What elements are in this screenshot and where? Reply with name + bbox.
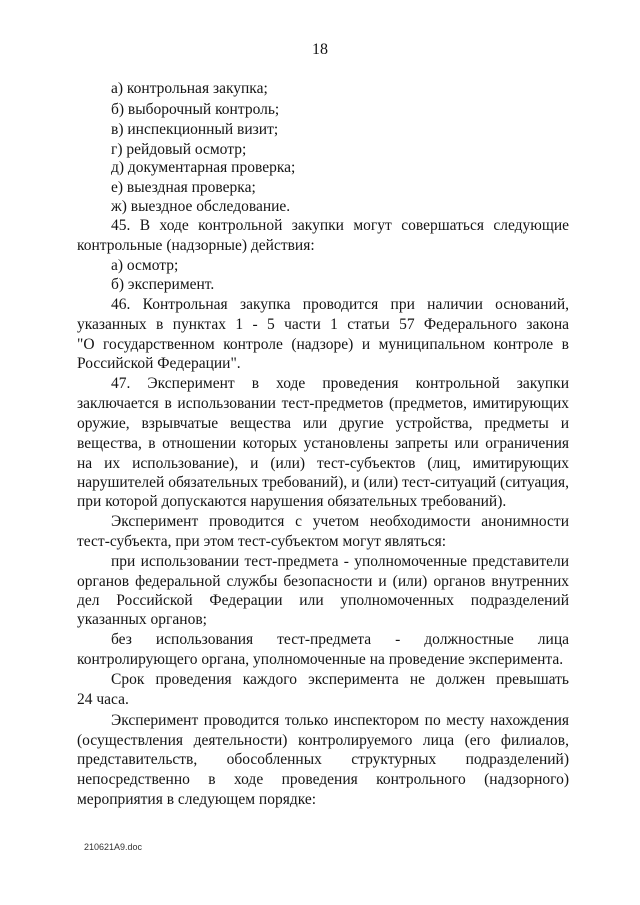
list-item: г) рейдовый осмотр; [111, 141, 247, 158]
paragraph-47-line: оружие, взрывчатые вещества или другие устройства, предметы и [77, 415, 569, 432]
paragraph-46-line: указанных в пунктах 1 - 5 части 1 статьи 57 Федерального закона [77, 316, 569, 333]
paragraph-47-line: вещества, в отношении которых установлены запреты или ограничения [77, 435, 569, 452]
list-item: д) документарная проверка; [111, 159, 296, 176]
paragraph-46-line: 46. Контрольная закупка проводится при наличии оснований, [111, 296, 569, 313]
paragraph-line: представительств, обособленных структурных подразделений) [77, 751, 569, 768]
paragraph-47-line: 47. Эксперимент в ходе проведения контрольной закупки [111, 375, 569, 392]
paragraph-line: Срок проведения каждого эксперимента не должен превышать [111, 671, 569, 688]
list-item: б) выборочный контроль; [111, 101, 280, 118]
paragraph-46-line: Российской Федерации". [77, 355, 241, 372]
list-item: а) осмотр; [111, 257, 179, 274]
paragraph-line: (осуществления деятельности) контролируемого лица (его филиалов, [77, 732, 569, 749]
paragraph-line: Эксперимент проводится только инспектором по месту нахождения [111, 712, 569, 729]
paragraph-46-line: "О государственном контроле (надзоре) и муниципальном контроле в [77, 336, 569, 353]
paragraph-45-line: контрольные (надзорные) действия: [77, 237, 315, 254]
document-filename: 210621A9.doc [84, 842, 143, 852]
paragraph-47-line: нарушителей обязательных требований), и (или) тест-ситуаций (ситуация, [77, 474, 569, 491]
list-item: е) выездная проверка; [111, 179, 256, 196]
paragraph-line: органов федеральной службы безопасности и (или) органов внутренних [77, 573, 569, 590]
list-item: а) контрольная закупка; [111, 80, 268, 97]
page-number: 18 [312, 41, 328, 58]
paragraph-47-line: заключается в использовании тест-предметов (предметов, имитирующих [77, 395, 569, 412]
list-item: ж) выездное обследование. [111, 198, 291, 215]
list-item: в) инспекционный визит; [111, 121, 279, 138]
paragraph-line: указанных органов; [77, 611, 207, 628]
paragraph-47-line: при которой допускаются нарушения обязательных требований). [77, 493, 507, 510]
paragraph-47-line: на их использование), и (или) тест-субъектов (лиц, имитирующих [77, 455, 569, 472]
paragraph-line: мероприятия в следующем порядке: [77, 791, 317, 808]
paragraph-line: дел Российской Федерации или уполномоченных подразделений [77, 592, 569, 609]
list-item: б) эксперимент. [111, 276, 215, 293]
paragraph-line: непосредственно в ходе проведения контрольного (надзорного) [77, 771, 569, 788]
paragraph-line: Эксперимент проводится с учетом необходимости анонимности [111, 513, 569, 530]
paragraph-line: контролирующего органа, уполномоченные на проведение эксперимента. [77, 651, 564, 668]
paragraph-45-line: 45. В ходе контрольной закупки могут совершаться следующие [111, 217, 569, 234]
paragraph-line: тест-субъекта, при этом тест-субъектом могут являться: [77, 533, 447, 550]
paragraph-line: при использовании тест-предмета - уполномоченные представители [111, 553, 569, 570]
paragraph-line: 24 часа. [77, 691, 129, 708]
paragraph-line: без использования тест-предмета - должностные лица [111, 631, 569, 648]
